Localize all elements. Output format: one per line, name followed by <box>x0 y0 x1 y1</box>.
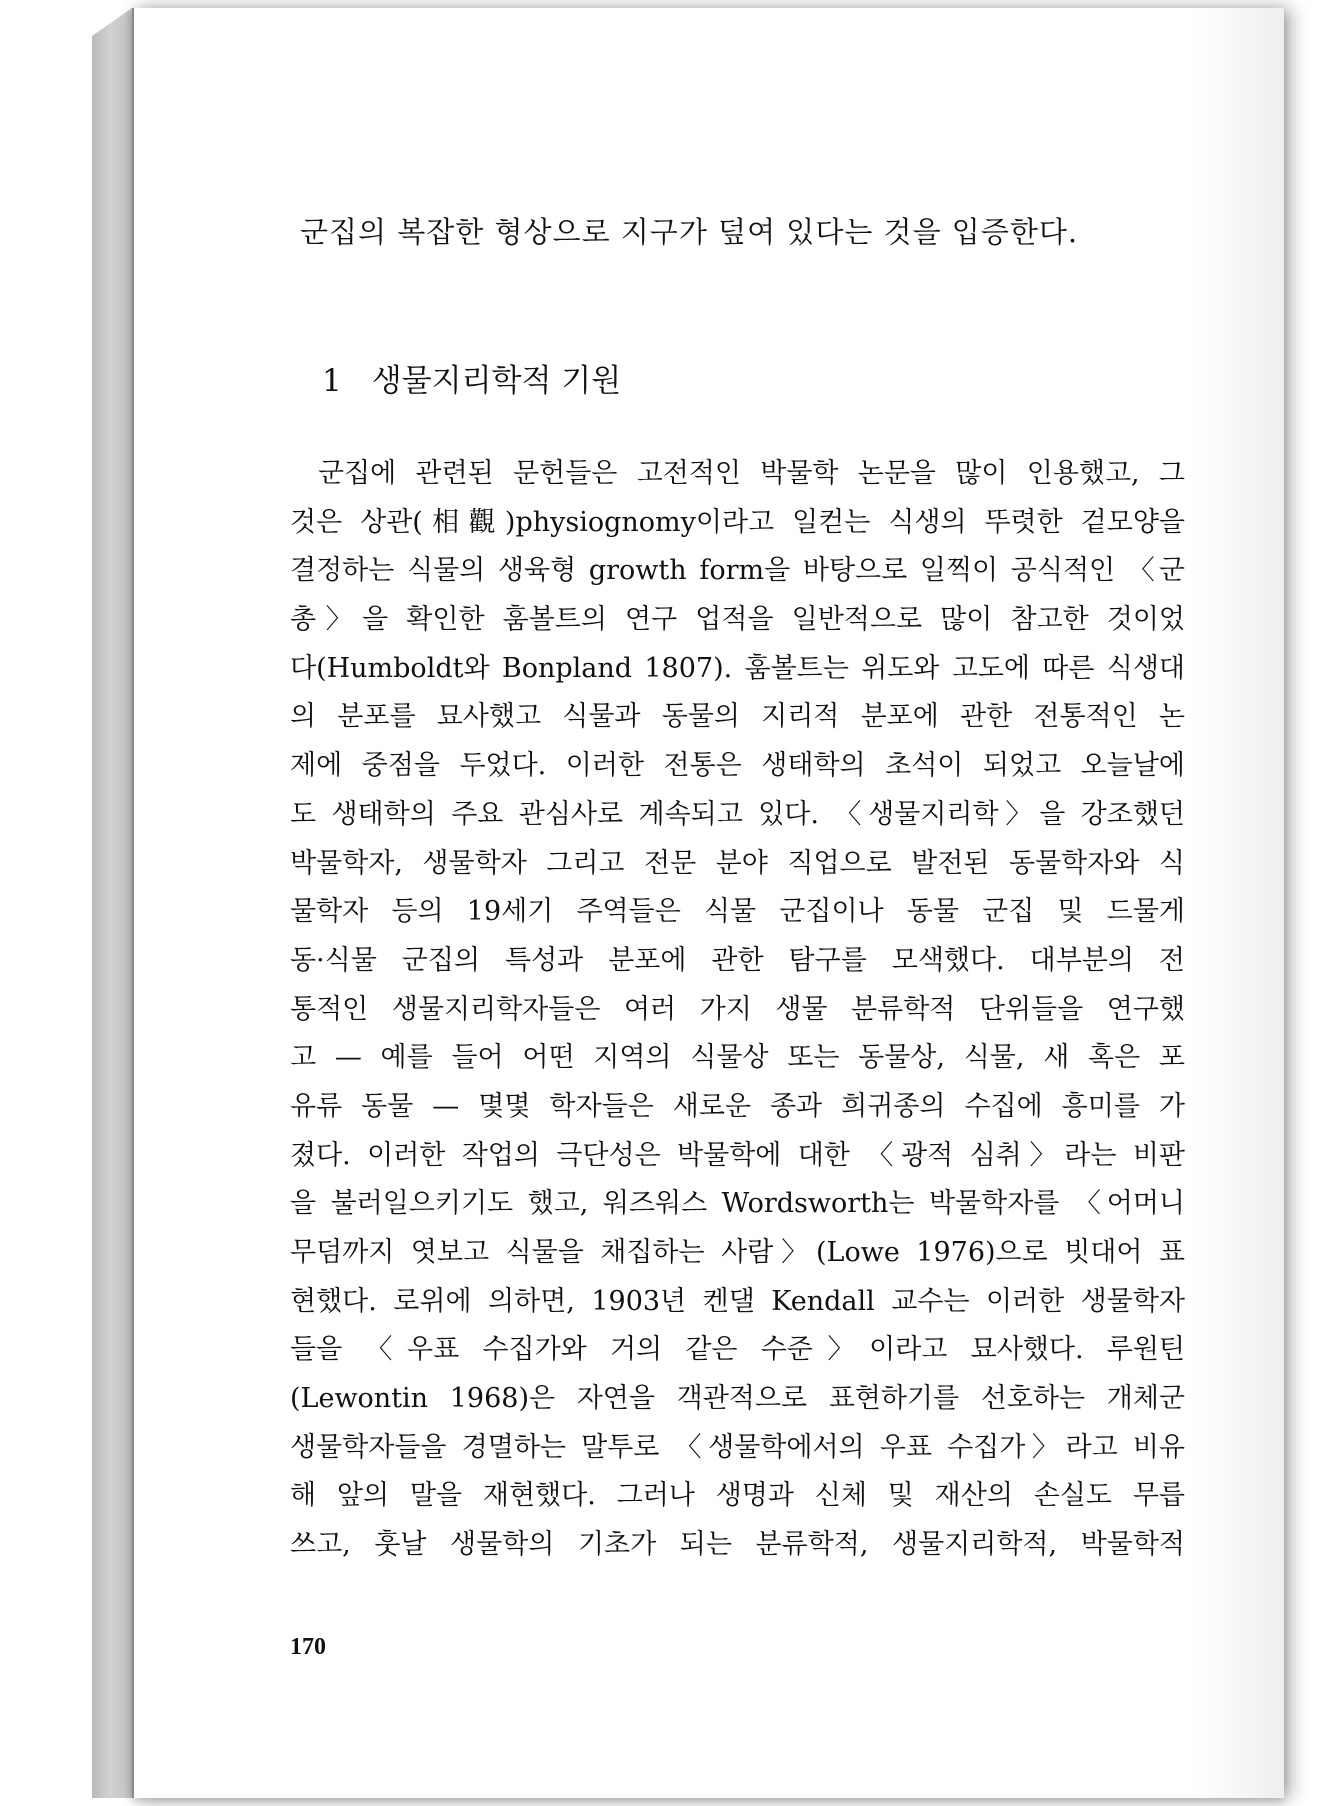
body-line: 유류 동물 — 몇몇 학자들은 새로운 종과 희귀종의 수집에 흥미를 가 <box>290 1090 1185 1122</box>
body-paragraph <box>290 450 1185 1570</box>
body-line: 쓰고, 훗날 생물학의 기초가 되는 분류학적, 생물지리학적, 박물학적 <box>290 1529 1185 1561</box>
page-number: 170 <box>290 1634 326 1660</box>
section-title: 생물지리학적 기원 <box>371 363 622 399</box>
body-line: 생물학자들을 경멸하는 말투로 〈생물학에서의 우표 수집가〉라고 비유 <box>290 1431 1185 1463</box>
body-line: 총〉을 확인한 훔볼트의 연구 업적을 일반적으로 많이 참고한 것이었 <box>290 604 1185 636</box>
body-line: 동·식물 군집의 특성과 분포에 관한 탐구를 모색했다. 대부분의 전 <box>290 944 1185 976</box>
page-edge-shadow <box>1194 8 1284 1798</box>
body-line: 것은 상관(相觀)physiognomy이라고 일컫는 식생의 뚜렷한 겉모양을 <box>290 506 1185 538</box>
body-line: 의 분포를 묘사했고 식물과 동물의 지리적 분포에 관한 전통적인 논 <box>290 701 1185 733</box>
body-line: 군집에 관련된 문헌들은 고전적인 박물학 논문을 많이 인용했고, 그 <box>318 458 1185 489</box>
body-line: 물학자 등의 19세기 주역들은 식물 군집이나 동물 군집 및 드물게 <box>290 896 1185 928</box>
body-line: 고 — 예를 들어 어떤 지역의 식물상 또는 동물상, 식물, 새 혹은 포 <box>290 1042 1185 1074</box>
body-line: 다(Humboldt와 Bonpland 1807). 훔볼트는 위도와 고도에 따른 식생대 <box>290 652 1185 684</box>
body-line: 무덤까지 엿보고 식물을 채집하는 사람〉(Lowe 1976)으로 빗대어 표 <box>290 1237 1185 1268</box>
body-line: 졌다. 이러한 작업의 극단성은 박물학에 대한 〈광적 심취〉라는 비판 <box>290 1139 1185 1171</box>
body-line: 제에 중점을 두었다. 이러한 전통은 생태학의 초석이 되었고 오늘날에 <box>290 750 1185 782</box>
body-line: 해 앞의 말을 재현했다. 그러나 생명과 신체 및 재산의 손실도 무릅 <box>290 1480 1185 1512</box>
section-number: 1 <box>322 363 342 399</box>
body-line: (Lewontin 1968)은 자연을 객관적으로 표현하기를 선호하는 개체군 <box>290 1383 1185 1415</box>
book-spine <box>92 8 132 1798</box>
body-line: 박물학자, 생물학자 그리고 전문 분야 직업으로 발전된 동물학자와 식 <box>290 847 1185 879</box>
body-line: 결정하는 식물의 생육형 growth form을 바탕으로 일찍이 공식적인 〈군 <box>290 555 1185 587</box>
body-line: 도 생태학의 주요 관심사로 계속되고 있다. 〈생물지리학〉을 강조했던 <box>290 798 1185 830</box>
body-line: 통적인 생물지리학자들은 여러 가지 생물 분류학적 단위들을 연구했 <box>290 993 1185 1025</box>
intro-line: 군집의 복잡한 형상으로 지구가 덮여 있다는 것을 입증한다. <box>300 215 1079 249</box>
section-heading <box>322 355 621 400</box>
body-line: 을 불러일으키기도 했고, 워즈워스 Wordsworth는 박물학자를 〈어머니 <box>290 1188 1185 1220</box>
body-line: 현했다. 로위에 의하면, 1903년 켄댈 Kendall 교수는 이러한 생물학자 <box>290 1285 1185 1317</box>
body-line: 들을 〈우표 수집가와 거의 같은 수준〉이라고 묘사했다. 루원틴 <box>290 1334 1185 1366</box>
